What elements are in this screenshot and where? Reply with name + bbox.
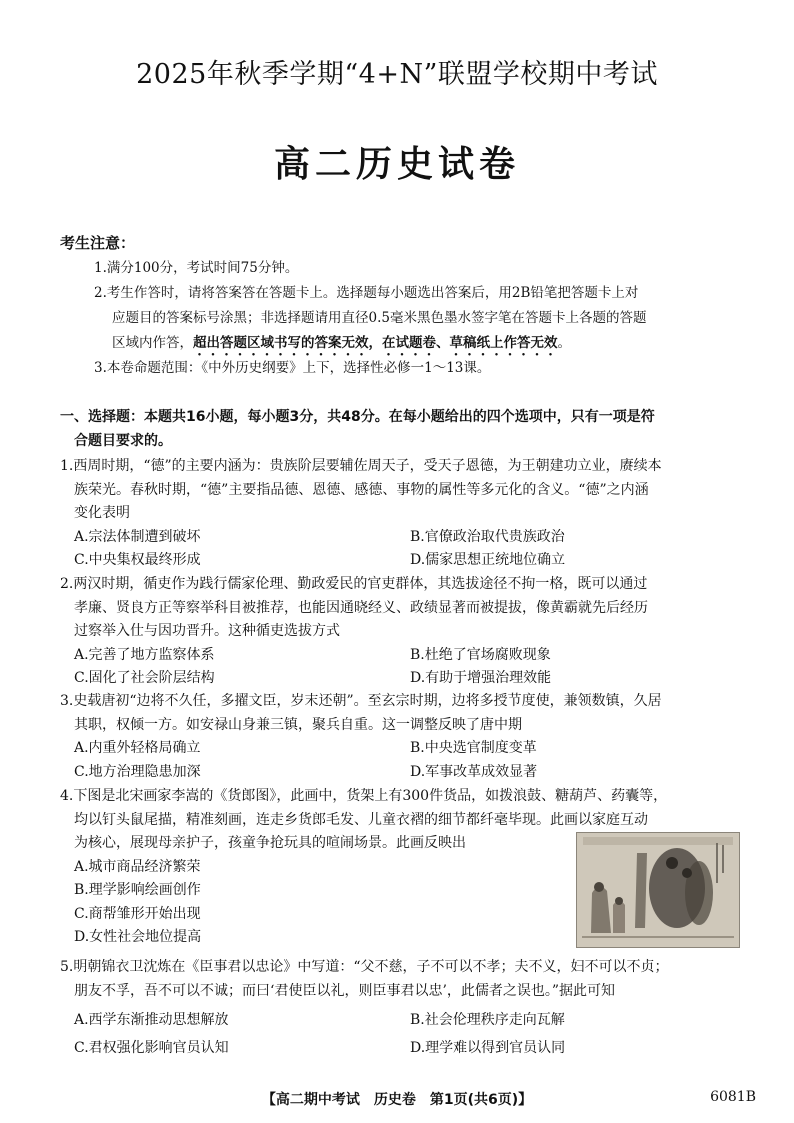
- footer-paper-code: 6081B: [710, 1089, 756, 1105]
- notice-item-2-line-2: 应题目的答案标号涂黑；非选择题请用直径0.5毫米黑色墨水签字笔在答题卡上各题的答题: [112, 310, 647, 326]
- question-2-option-c[interactable]: C.固化了社会阶层结构: [74, 670, 215, 686]
- subject-title: 高二历史试卷: [273, 144, 520, 185]
- question-1: [60, 455, 750, 573]
- question-2: [60, 573, 750, 691]
- notice-item-2-line-3: [94, 331, 754, 359]
- question-2-option-d[interactable]: D.有助于增强治理效能: [410, 670, 552, 686]
- question-2-stem-line-2: 孝廉、贤良方正等察举科目被推荐，也能因通晓经义、政绩显著而被提拔，像黄霸就先后经历: [74, 599, 648, 616]
- question-5-option-a[interactable]: A.西学东渐推动思想解放: [74, 1012, 229, 1028]
- notice-item-2-line-3-plain: 区域内作答，: [112, 335, 193, 351]
- notice-item-1-text: 1.满分100分，考试时间75分钟。: [94, 260, 299, 276]
- question-3-option-d[interactable]: D.军事改革成效显著: [410, 763, 538, 780]
- question-5-option-c[interactable]: C.君权强化影响官员认知: [74, 1040, 229, 1056]
- footer-page-info: 【高二期中考试 历史卷 第1页(共6页)】: [261, 1092, 533, 1108]
- peddler-painting-image: [576, 832, 740, 948]
- question-4-option-c[interactable]: C.商帮雏形开始出现: [74, 905, 201, 922]
- notice-emphasis-warning: 超出答题区域书写的答案无效，在试题卷、草稿纸上作答无效: [193, 335, 558, 351]
- question-2-options: [74, 644, 750, 691]
- page-footer: [0, 1089, 794, 1109]
- question-1-options: [74, 526, 750, 573]
- notice-item-1: [94, 256, 754, 281]
- question-2-stem-line-3: 过察举入仕与因功晋升。这种循吏选拔方式: [74, 623, 340, 639]
- section-heading-line-1: 一、选择题：本题共16小题，每小题3分，共48分。在每小题给出的四个选项中，只有一项是符: [60, 409, 655, 425]
- question-3-options: [74, 737, 750, 784]
- question-1-stem-line-3: 变化表明: [74, 505, 130, 521]
- question-2-option-a[interactable]: A.完善了地方监察体系: [74, 646, 215, 663]
- question-1-stem-line-2: 族荣光。春秋时期，“德”主要指品德、恩德、感德、事物的属性等多元化的含义。“德”之内涵: [74, 481, 649, 498]
- question-3: [60, 690, 750, 784]
- notice-heading: 考生注意：: [60, 234, 136, 252]
- question-1-option-b[interactable]: B.官僚政治取代贵族政治: [410, 528, 565, 545]
- question-2-stem-line-1: 2.两汉时期，循吏作为践行儒家伦理、勤政爱民的官吏群体，其选拔途径不拘一格，既可以通过: [60, 576, 648, 592]
- question-5: [60, 956, 750, 1056]
- question-5-option-b[interactable]: B.社会伦理秩序走向瓦解: [410, 1012, 565, 1028]
- question-4-stem-line-3: 为核心，展现母亲护子，孩童争抢玩具的喧闹场景。此画反映出: [74, 835, 466, 851]
- exam-title: 2025年秋季学期“4+N”联盟学校期中考试: [136, 59, 658, 90]
- question-5-stem-line-1: 5.明朝锦衣卫沈炼在《臣事君以忠论》中写道：“父不慈，子不可以不孝；夫不义，妇不可以不贞；: [60, 959, 669, 975]
- question-3-option-b[interactable]: B.中央选官制度变革: [410, 740, 537, 756]
- notice-item-2-line-3-end: 。: [557, 335, 571, 351]
- notice-item-3-text: 3.本卷命题范围：《中外历史纲要》上下，选择性必修一1～13课。: [94, 360, 491, 376]
- question-3-option-a[interactable]: A.内重外轻格局确立: [74, 740, 201, 756]
- question-4-stem-line-1: 4.下图是北宋画家李嵩的《货郎图》，此画中，货架上有300件货品，如拨浪鼓、糖葫芦、药囊等，: [60, 788, 668, 804]
- question-5-option-d[interactable]: D.理学难以得到官员认同: [410, 1040, 566, 1056]
- section-heading: [60, 405, 750, 453]
- question-1-option-d[interactable]: D.儒家思想正统地位确立: [410, 552, 566, 568]
- question-1-option-a[interactable]: A.宗法体制遭到破坏: [74, 528, 201, 545]
- question-4-option-b[interactable]: B.理学影响绘画创作: [74, 882, 201, 898]
- question-5-stem-line-2: 朋友不孚，吾不可以不诚；而曰‘君使臣以礼，则臣事君以忠’，此儒者之误也。”据此可知: [74, 982, 616, 999]
- question-4-stem-line-2: 均以钉头鼠尾描，精准刻画，连走乡货郎毛发、儿童衣褶的细节都纤毫毕现。此画以家庭互动: [74, 811, 648, 828]
- notice-item-2-line-1: 2.考生作答时，请将答案答在答题卡上。选择题每小题选出答案后，用2B铅笔把答题卡上对: [94, 285, 639, 301]
- section-heading-line-2: 合题目要求的。: [74, 433, 172, 449]
- question-3-stem-line-2: 其职，权倾一方。如安禄山身兼三镇，聚兵自重。这一调整反映了唐中期: [74, 716, 522, 733]
- question-3-stem-line-1: 3.史载唐初“边将不久任，多擢文臣，岁末还朝”。至玄宗时期，边将多授节度使，兼领数镇，久居: [60, 693, 662, 709]
- notice-item-2: [94, 281, 754, 359]
- question-4-option-a[interactable]: A.城市商品经济繁荣: [74, 858, 201, 875]
- notice-item-3: [94, 356, 754, 381]
- question-3-option-c[interactable]: C.地方治理隐患加深: [74, 763, 201, 780]
- question-1-stem-line-1: 1.西周时期，“德”的主要内涵为：贵族阶层要辅佐周天子，受天子恩德，为王朝建功立业，赓续本: [60, 458, 662, 474]
- question-4-option-d[interactable]: D.女性社会地位提高: [74, 929, 202, 945]
- question-5-options: [74, 1009, 750, 1056]
- question-2-option-b[interactable]: B.杜绝了官场腐败现象: [410, 646, 551, 663]
- question-1-option-c[interactable]: C.中央集权最终形成: [74, 552, 201, 568]
